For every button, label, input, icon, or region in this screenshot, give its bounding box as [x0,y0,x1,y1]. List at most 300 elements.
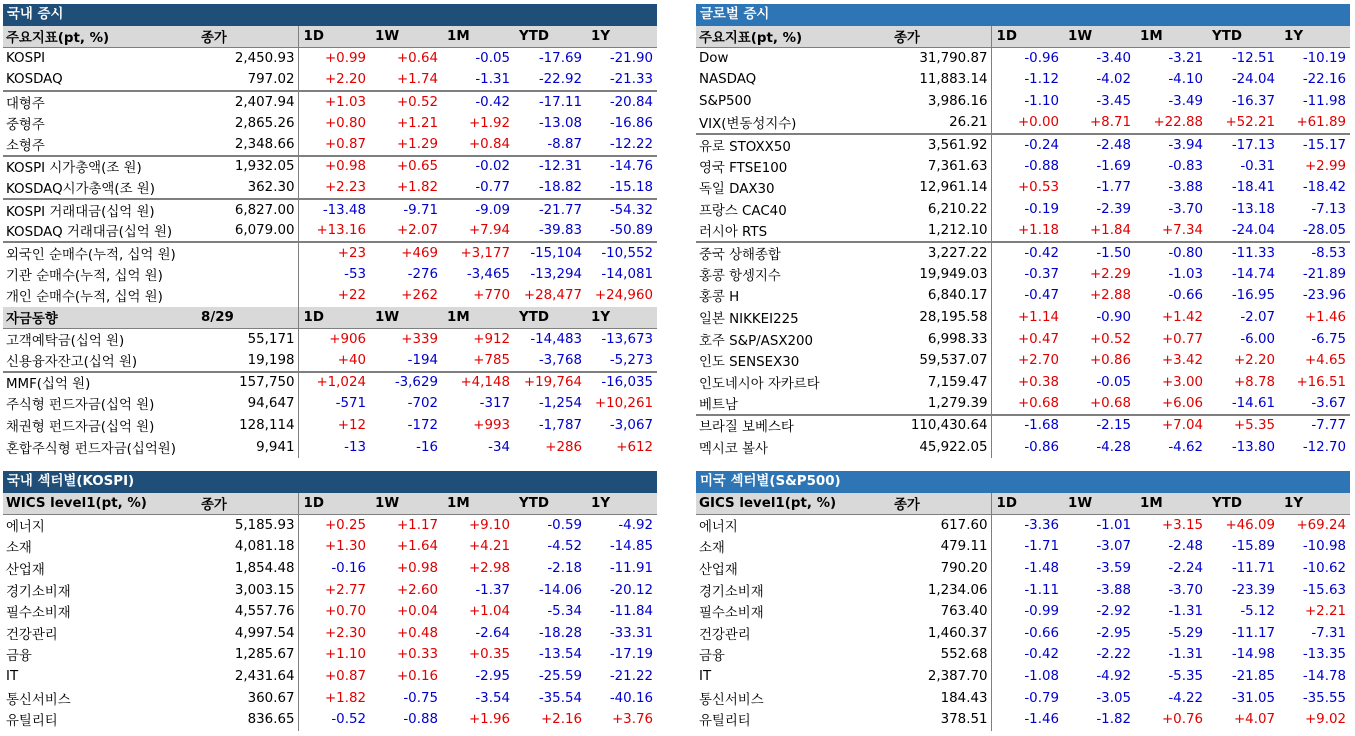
domestic-sector-table [3,493,657,731]
column-header: 1M [1135,26,1207,48]
section-header-label: 주요지표(pt, %) [3,26,198,48]
section-header-row [3,26,657,48]
table-row [696,687,1350,709]
change-value: -16.95 [1231,288,1275,304]
change-value: -1.12 [1024,72,1059,88]
table-row [696,393,1350,415]
row-label: 통신서비스 [699,692,764,708]
table-row [696,91,1350,113]
change-value: +0.87 [324,136,366,152]
column-header: YTD [514,26,586,48]
change-value: -12.70 [1302,439,1346,455]
close-value: 94,647 [198,393,298,415]
change-value: -0.02 [442,156,514,178]
change-value: -2.95 [475,669,510,685]
table-row [696,644,1350,666]
close-value: 1,279.39 [891,393,991,415]
change-value: +9.02 [1304,712,1346,728]
row-label: KOSDAQ시가총액(조 원) [6,181,155,197]
change-value: +7.04 [1135,415,1207,437]
change-value: -34 [488,439,510,455]
change-value: -1.50 [1063,242,1135,264]
change-value: -0.66 [1168,288,1203,304]
change-value: +0.84 [468,136,510,152]
change-value: +0.65 [370,156,442,178]
column-header: 1D [298,26,370,48]
table-row [3,666,657,688]
change-value: -23.96 [1302,288,1346,304]
change-value: +9.10 [468,518,510,534]
change-value: -14.98 [1231,647,1275,663]
column-header: 1D [991,493,1063,515]
table-row [696,264,1350,286]
close-value: 19,949.03 [891,264,991,286]
row-label: 대형주 [3,91,198,113]
change-value: +2.20 [1233,353,1275,369]
close-value: 6,840.17 [891,285,991,307]
close-value: 790.20 [891,558,991,580]
change-value: -3.05 [1096,690,1131,706]
column-header: YTD [1207,493,1279,515]
change-value: +0.98 [396,561,438,577]
close-value: 1,234.06 [891,579,991,601]
change-value: +4.07 [1233,712,1275,728]
column-header: 1Y [1279,493,1350,515]
close-value: 6,079.00 [198,220,298,242]
change-value: -11.71 [1231,561,1275,577]
change-value: +0.04 [396,604,438,620]
change-value: -0.86 [1024,439,1059,455]
change-value: -3,067 [609,417,653,433]
change-value: -13,673 [601,331,653,347]
column-header: 1W [1063,493,1135,515]
change-value: -8.87 [547,136,582,152]
row-label: 브라질 보베스타 [696,415,891,437]
close-value: 2,387.70 [891,666,991,688]
domestic-market-panel [3,4,657,458]
table-row [3,372,657,394]
change-value: +8.71 [1089,115,1131,131]
row-label: 프랑스 CAC40 [699,204,787,220]
column-header: 1Y [586,307,657,329]
change-value: +5.35 [1207,415,1279,437]
section-header-row [696,26,1350,48]
change-value: -11.33 [1207,242,1279,264]
row-label: KOSPI [6,51,46,67]
change-value: -14.85 [609,539,653,555]
change-value: -25.59 [538,669,582,685]
change-value: +0.52 [1089,331,1131,347]
change-value: +0.00 [1017,115,1059,131]
change-value: -11.17 [1231,625,1275,641]
change-value: -1.31 [1168,647,1203,663]
change-value: -12.22 [609,136,653,152]
change-value: -3.40 [1096,51,1131,67]
close-value: 797.02 [198,69,298,91]
change-value: +19,764 [514,372,586,394]
change-value: -21.33 [609,71,653,87]
change-value: +1.46 [1304,310,1346,326]
section-header-label: WICS level1(pt, %) [3,493,198,515]
change-value: -0.88 [403,712,438,728]
close-value: 7,159.47 [891,372,991,394]
change-value: +993 [473,417,510,433]
change-value: -0.83 [1168,158,1203,174]
change-value: -1.10 [1024,94,1059,110]
close-value: 3,003.15 [198,579,298,601]
change-value: +7.94 [468,223,510,239]
change-value: -9.71 [370,199,442,221]
row-label: KOSPI 거래대금(십억 원) [3,199,198,221]
change-value: -0.79 [1024,690,1059,706]
change-value: -1,787 [538,417,582,433]
change-value: -1.01 [1096,518,1131,534]
change-value: +1.29 [396,136,438,152]
change-value: -317 [479,396,510,412]
change-value: -1.31 [475,71,510,87]
change-value: -4.10 [1168,72,1203,88]
row-label: 혼합주식형 펀드자금(십억원) [6,441,176,457]
change-value: +1.17 [396,518,438,534]
change-value: -1.82 [1096,712,1131,728]
close-value: 12,961.14 [891,177,991,199]
change-value: -35.55 [1302,690,1346,706]
close-value [198,242,298,264]
change-value: -16,035 [586,372,657,394]
row-label: 유틸리티 [6,714,58,730]
change-value: +1.84 [1089,223,1131,239]
table-row [696,69,1350,91]
row-label: 독일 DAX30 [699,182,775,198]
table-row [3,69,657,91]
close-value: 362.30 [198,177,298,199]
change-value: -13.48 [298,199,370,221]
change-value: -21.22 [609,669,653,685]
change-value: -14.06 [538,582,582,598]
row-label: 멕시코 볼사 [699,441,768,457]
change-value: -1.68 [991,415,1063,437]
column-header: YTD [514,307,586,329]
change-value: -0.47 [1024,288,1059,304]
change-value: -5.34 [547,604,582,620]
change-value: -0.52 [331,712,366,728]
change-value: -8.53 [1279,242,1350,264]
row-label: 영국 FTSE100 [699,160,788,176]
close-value: 3,561.92 [891,134,991,156]
row-label: 소형주 [6,138,45,154]
change-value: +2.98 [468,561,510,577]
change-value: +1.82 [324,690,366,706]
change-value: -0.75 [403,690,438,706]
change-value: -14.76 [586,156,657,178]
column-header: 1Y [1279,26,1350,48]
table-row [3,515,657,537]
change-value: +2.07 [396,223,438,239]
change-value: +1.10 [324,647,366,663]
change-value: -15.17 [1279,134,1350,156]
change-value: +1.82 [396,179,438,195]
close-value: 763.40 [891,601,991,623]
close-value: 4,557.76 [198,601,298,623]
table-row [3,264,657,286]
change-value: -4.92 [1096,669,1131,685]
column-header: 종가 [891,26,991,48]
row-label: 건강관리 [699,627,751,643]
change-value: -20.84 [586,91,657,113]
change-value: +28,477 [523,288,582,304]
close-value: 59,537.07 [891,350,991,372]
column-header: 1D [298,307,370,329]
row-label: 금융 [6,649,32,665]
change-value: -2.18 [547,561,582,577]
row-label: NASDAQ [699,72,757,88]
change-value: -10.19 [1302,51,1346,67]
change-value: +0.48 [396,625,438,641]
change-value: -13.18 [1231,202,1275,218]
change-value: +612 [616,439,653,455]
change-value: -4.62 [1168,439,1203,455]
us-sector-panel [696,471,1350,731]
change-value: +0.16 [396,669,438,685]
change-value: +1.03 [298,91,370,113]
change-value: -0.90 [1096,310,1131,326]
column-header: 8/29 [198,307,298,329]
row-label: 소재 [699,541,725,557]
change-value: -13,294 [530,266,582,282]
table-row [696,579,1350,601]
change-value: -15,104 [514,242,586,264]
row-label: 호주 S&P/ASX200 [699,333,814,349]
change-value: -11.84 [609,604,653,620]
change-value: +262 [401,288,438,304]
change-value: -12.31 [514,156,586,178]
row-label: 산업재 [699,563,738,579]
section-header-label: GICS level1(pt, %) [696,493,891,515]
close-value: 31,790.87 [891,48,991,70]
change-value: -1.03 [1168,266,1203,282]
close-value: 110,430.64 [891,415,991,437]
change-value: +0.68 [1017,395,1059,411]
change-value: +0.52 [370,91,442,113]
column-header: 1M [1135,493,1207,515]
change-value: -35.54 [538,690,582,706]
table-row [696,372,1350,394]
row-label: 산업재 [6,563,45,579]
change-value: -5.12 [1240,604,1275,620]
close-value: 19,198 [198,350,298,372]
column-header: 1Y [586,26,657,48]
change-value: -3.45 [1096,94,1131,110]
change-value: -15.18 [609,179,653,195]
change-value: +0.77 [1161,331,1203,347]
change-value: +1.42 [1161,310,1203,326]
change-value: -24.04 [1231,223,1275,239]
table-row [696,415,1350,437]
row-label: 경기소비재 [6,584,71,600]
close-value: 617.60 [891,515,991,537]
change-value: -3,465 [466,266,510,282]
row-label: KOSDAQ 거래대금(십억 원) [6,225,173,241]
row-label: KOSPI 시가총액(조 원) [3,156,198,178]
table-row [696,350,1350,372]
change-value: -21.77 [514,199,586,221]
close-value: 26.21 [891,112,991,134]
change-value: +0.33 [396,647,438,663]
change-value: +1,024 [298,372,370,394]
table-row [696,307,1350,329]
change-value: +52.21 [1225,115,1275,131]
column-header: 1W [370,307,442,329]
table-row [3,91,657,113]
row-label: 채권형 펀드자금(십억 원) [6,419,155,435]
change-value: +8.78 [1233,374,1275,390]
table-row [3,623,657,645]
change-value: -1.71 [1024,539,1059,555]
row-label: 통신서비스 [6,692,71,708]
change-value: -13.80 [1231,439,1275,455]
change-value: +469 [370,242,442,264]
change-value: -172 [407,417,438,433]
change-value: -3.49 [1168,94,1203,110]
change-value: -15.63 [1302,582,1346,598]
change-value: +0.98 [298,156,370,178]
change-value: -1.11 [1024,582,1059,598]
row-label: 고객예탁금(십억 원) [6,333,125,349]
global-market-table [696,26,1350,458]
change-value: +0.86 [1089,353,1131,369]
row-label: 외국인 순매수(누적, 십억 원) [3,242,198,264]
change-value: -1.37 [475,582,510,598]
table-row [3,393,657,415]
row-label: 기관 순매수(누적, 십억 원) [6,268,163,284]
change-value: -0.99 [1024,604,1059,620]
change-value: -7.13 [1311,202,1346,218]
change-value: -13.54 [538,647,582,663]
change-value: -0.37 [1024,266,1059,282]
change-value: -22.92 [538,71,582,87]
change-value: -1.69 [1096,158,1131,174]
change-value: -13.35 [1302,647,1346,663]
domestic-sector-panel [3,471,657,731]
change-value: -4.02 [1096,72,1131,88]
change-value: -18.82 [538,179,582,195]
section-header-label: 자금동향 [3,307,198,329]
column-header: 1D [298,493,370,515]
change-value: -18.42 [1302,180,1346,196]
change-value: -4.22 [1168,690,1203,706]
change-value: -2.07 [1240,310,1275,326]
close-value: 378.51 [891,709,991,731]
change-value: -5.35 [1168,669,1203,685]
row-label: 에너지 [6,520,45,536]
change-value: +0.38 [1017,374,1059,390]
change-value: +2.70 [1017,353,1059,369]
close-value: 4,081.18 [198,536,298,558]
change-value: -3.07 [1096,539,1131,555]
change-value: -3.54 [475,690,510,706]
row-label: MMF(십억 원) [3,372,198,394]
change-value: -1.08 [1024,669,1059,685]
change-value: -3.88 [1168,180,1203,196]
column-header: 1W [370,493,442,515]
close-value: 1,212.10 [891,220,991,242]
change-value: +2.21 [1304,604,1346,620]
close-value: 2,348.66 [198,134,298,156]
change-value: +785 [473,352,510,368]
change-value: -0.24 [991,134,1063,156]
table-row [3,242,657,264]
change-value: -194 [407,352,438,368]
change-value: +1.74 [396,71,438,87]
close-value [198,264,298,286]
change-value: +2.99 [1304,158,1346,174]
table-row [696,242,1350,264]
change-value: +0.64 [396,51,438,67]
change-value: -2.39 [1096,202,1131,218]
close-value: 5,185.93 [198,515,298,537]
change-value: -0.19 [1024,202,1059,218]
change-value: -39.83 [538,223,582,239]
change-value: +0.25 [324,518,366,534]
change-value: -14,483 [530,331,582,347]
section-header-label: 주요지표(pt, %) [696,26,891,48]
change-value: -3.36 [1024,518,1059,534]
change-value: -21.85 [1231,669,1275,685]
change-value: +2.77 [324,582,366,598]
change-value: +0.70 [324,604,366,620]
change-value: +13.16 [316,223,366,239]
change-value: -17.11 [514,91,586,113]
table-row [3,579,657,601]
change-value: +3.00 [1161,374,1203,390]
change-value: +2.16 [540,712,582,728]
change-value: +0.87 [324,669,366,685]
table-row [696,156,1350,178]
close-value: 128,114 [198,415,298,437]
change-value: +0.53 [1017,180,1059,196]
change-value: +912 [473,331,510,347]
change-value: +770 [473,288,510,304]
close-value: 2,431.64 [198,666,298,688]
column-header: 1M [442,26,514,48]
table-row [3,436,657,458]
change-value: -3.67 [1311,395,1346,411]
change-value: -2.48 [1168,539,1203,555]
change-value: -18.28 [538,625,582,641]
change-value: -1.48 [1024,561,1059,577]
change-value: -3.94 [1135,134,1207,156]
change-value: -21.89 [1302,266,1346,282]
table-row [696,436,1350,458]
close-value: 2,407.94 [198,91,298,113]
close-value: 836.65 [198,709,298,731]
table-row [696,285,1350,307]
change-value: -0.59 [547,518,582,534]
change-value: -14.74 [1231,266,1275,282]
table-row [696,666,1350,688]
change-value: -3.21 [1168,51,1203,67]
change-value: -1,254 [538,396,582,412]
change-value: +22 [337,288,366,304]
change-value: +2.88 [1089,288,1131,304]
change-value: -3,768 [538,352,582,368]
table-row [696,536,1350,558]
change-value: +69.24 [1296,518,1346,534]
change-value: -1.77 [1096,180,1131,196]
change-value: -7.31 [1311,625,1346,641]
change-value: +3.42 [1161,353,1203,369]
change-value: -7.77 [1279,415,1350,437]
